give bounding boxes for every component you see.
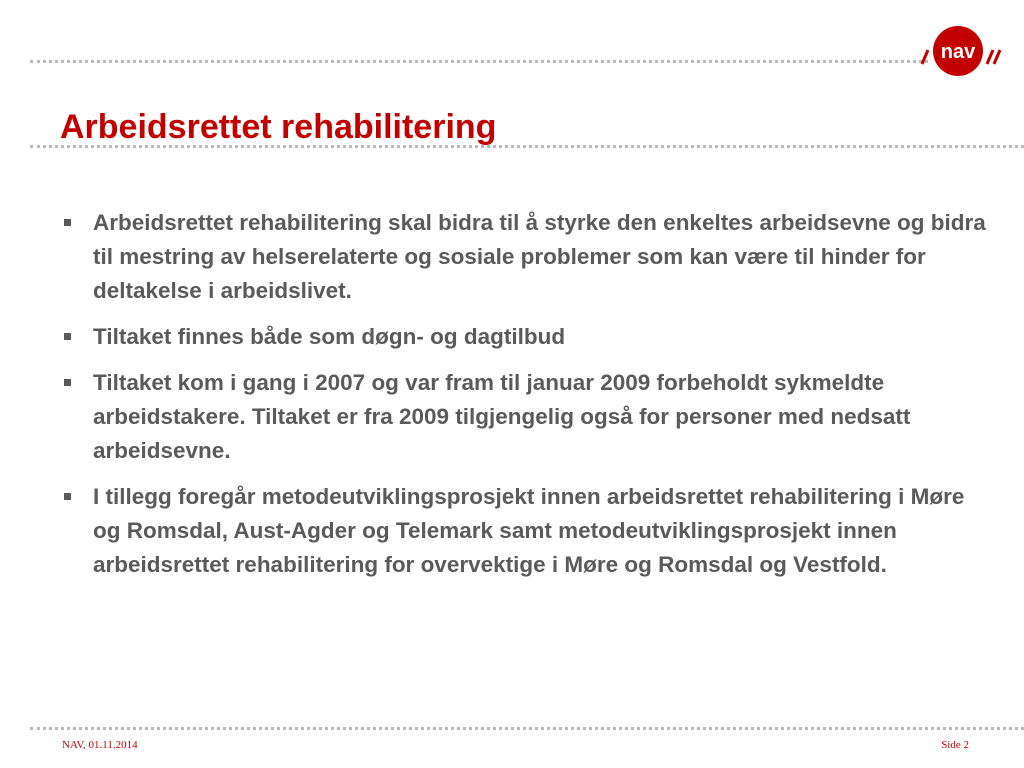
footer-date: NAV, 01.11.2014 [62,739,138,751]
bullet-item [60,206,990,308]
bullet-text: Tiltaket kom i gang i 2007 og var fram til januar 2009 forbeholdt sykmeldte arbeidstakere. Tiltaket er fra 2009 tilgjengelig også for personer med nedsatt arbeidsevne. [93,370,911,463]
square-bullet-icon [64,333,71,340]
bullet-text: Arbeidsrettet rehabilitering skal bidra til å styrke den enkeltes arbeidsevne og bidra til mestring av helserelaterte og sosiale problemer som kan være til hinder for deltakelse i arbeidslivet. [93,210,986,303]
top-dotted-rule [30,60,928,63]
title-dotted-rule [30,145,1024,148]
bullet-item [60,320,990,354]
bullet-item [60,480,990,582]
bullet-text: Tiltaket finnes både som døgn- og dagtilbud [93,324,566,349]
slide-title: Arbeidsrettet rehabilitering [60,108,497,146]
bullet-list [60,206,990,594]
page-number: Side 2 [941,739,969,751]
footer-dotted-rule [30,727,1024,730]
bullet-text: I tillegg foregår metodeutviklingsprosjekt innen arbeidsrettet rehabilitering i Møre og Romsdal, Aust-Agder og Telemark samt metodeutviklingsprosjekt innen arbeidsrettet rehabilitering for overvektige i Møre og Romsdal og Vestfold. [93,484,965,577]
nav-logo-icon [918,24,1006,78]
bullet-item [60,366,990,468]
square-bullet-icon [64,493,71,500]
square-bullet-icon [64,219,71,226]
square-bullet-icon [64,379,71,386]
nav-logo-text: nav [940,41,976,63]
